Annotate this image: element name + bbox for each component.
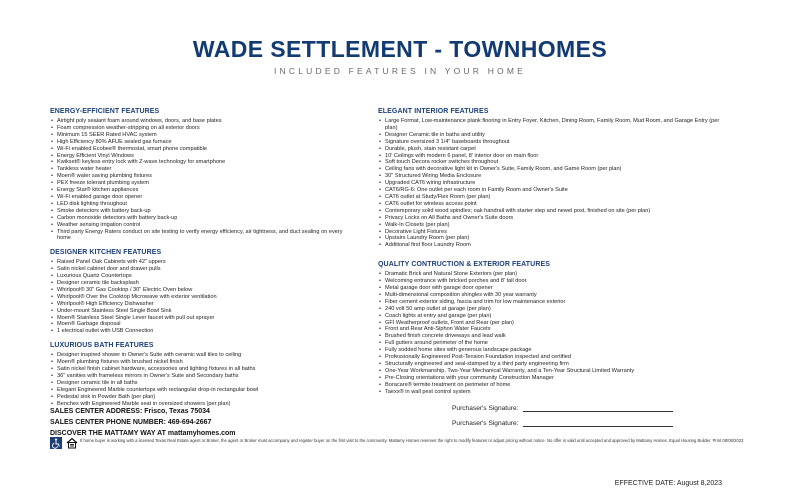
- feature-item: • Raised Panel Oak Cabinets with 42" uppers: [50, 259, 356, 266]
- feature-item: • Upgraded CAT6 wiring infrastructure: [378, 180, 728, 187]
- sales-phone: SALES CENTER PHONE NUMBER: 469-694-2667: [50, 419, 212, 426]
- feature-item: • Fiber cement exterior siding, fascia and trim for low maintenance exterior: [378, 299, 728, 306]
- signature-rule-1: [523, 406, 673, 412]
- feature-item: • Soft touch Decora rocker switches throughout: [378, 159, 728, 166]
- feature-item: • Structurally engineered and seal-stamped by a third party engineering firm: [378, 361, 728, 368]
- feature-item: • Coach lights at entry and garage (per plan): [378, 313, 728, 320]
- feature-item: • Dramatic Brick and Natural Stone Exteriors (per plan): [378, 271, 728, 278]
- feature-item: • Kwikset® keyless entry lock with Z-wave technology for smartphone: [50, 159, 356, 166]
- feature-item: • Wi-Fi enabled garage door opener: [50, 194, 356, 201]
- feature-item: • Minimum 15 SEER Rated HVAC system: [50, 132, 356, 139]
- feature-item: • Elegant Engineered Marble countertops with rectangular drop-in rectangular bowl: [50, 387, 356, 394]
- feature-item: • Pre-Closing orientations with your community Construction Manager: [378, 375, 728, 382]
- feature-item: • Signature oversized 3 1/4" baseboards throughout: [378, 139, 728, 146]
- feature-item: • Airtight poly sealant foam around windows, doors, and base plates: [50, 118, 356, 125]
- feature-item: • High Efficiency 80% AFUE sealed gas furnace: [50, 139, 356, 146]
- feature-item: • Whirlpool® 30" Gas Cooktop / 30" Electric Oven below: [50, 287, 356, 294]
- sales-info: [50, 406, 380, 439]
- tagline: DISCOVER THE MATTAMY WAY AT mattamyhomes.com: [50, 430, 236, 437]
- feature-item: • Weather sensing irrigation control: [50, 222, 356, 229]
- quality-heading: QUALITY CONTRUCTION & EXTERIOR FEATURES: [378, 261, 551, 269]
- left-column: [50, 108, 356, 408]
- page-title: WADE SETTLEMENT - TOWNHOMES: [192, 36, 608, 62]
- feature-item: • Under-mount Stainless Steel Single Bowl Sink: [50, 308, 356, 315]
- feature-item: • Boracare® termite treatment on perimeter of home: [378, 382, 728, 389]
- energy-list: [50, 118, 356, 242]
- feature-item: • One-Year Workmanship, Two-Year Mechanical Warranty, and a Ten-Year Structural Limited Warranty: [378, 368, 728, 375]
- interior-heading: ELEGANT INTERIOR FEATURES: [378, 108, 489, 115]
- sales-address: SALES CENTER ADDRESS: Frisco, Texas 75034: [50, 408, 210, 415]
- feature-item: • Carbon monoxide detectors with battery back-up: [50, 215, 356, 222]
- signature-label-1: Purchaser's Signature:: [452, 405, 519, 412]
- feature-item: • Pedestal sink in Powder Bath (per plan): [50, 394, 356, 401]
- feature-item: • 1 electrical outlet with USB Connection: [50, 328, 356, 335]
- feature-item: • Energy Efficient Vinyl Windows: [50, 153, 356, 160]
- feature-item: • 30" Structured Wiring Media Enclosure: [378, 173, 728, 180]
- interior-list: [378, 118, 728, 249]
- feature-item: • Decorative Light Fixtures: [378, 229, 728, 236]
- quality-list: [378, 271, 728, 395]
- signature-label-2: Purchaser's Signature:: [452, 420, 519, 427]
- feature-item: • Moen® Stainless Steel Single Lever faucet with pull out sprayer: [50, 315, 356, 322]
- feature-item: • Brushed finish concrete driveways and lead walk: [378, 333, 728, 340]
- feature-item: • Contemporary solid wood spindles; oak handrail with starter step and newel post, finished on site (per plan): [378, 208, 728, 215]
- effective-date: EFFECTIVE DATE: August 8,2023: [614, 480, 722, 487]
- feature-item: • Foam compression weather-stripping on all exterior doors: [50, 125, 356, 132]
- feature-item: • LED disk lighting throughout: [50, 201, 356, 208]
- feature-item: • Satin nickel cabinet door and drawer pulls: [50, 266, 356, 273]
- signature-rule-2: [523, 421, 673, 427]
- feature-item: • Wi-Fi enabled Ecobee® thermostat, smart phone compatible: [50, 146, 356, 153]
- kitchen-heading: DESIGNER KITCHEN FEATURES: [50, 249, 162, 257]
- feature-item: • Benches with Engineered Marble seat in oversized showers (per plan): [50, 401, 356, 408]
- feature-item: • Third party Energy Raters conduct on site testing to verify energy efficiency, air tightness, and duct sealing on every home: [50, 229, 356, 243]
- feature-item: • Luxurious Quartz Countertops: [50, 273, 356, 280]
- feature-item: • 10' Ceilings with modern 6 panel, 8' interior door on main floor: [378, 153, 728, 160]
- feature-item: • Whirlpool® Over the Cooktop Microwave with exterior ventilation: [50, 294, 356, 301]
- feature-item: • Tankless water heater: [50, 166, 356, 173]
- feature-item: • Moen® Garbage disposal: [50, 321, 356, 328]
- feature-item: • Ceiling fans with decorative light kit in Owner's Suite, Family Room, and Game Room (per plan): [378, 166, 728, 173]
- feature-item: • Metal garage door with garage door opener: [378, 285, 728, 292]
- feature-item: • CAT6/RG-6: One outlet per each room in Family Room and Owner's Suite: [378, 187, 728, 194]
- equal-housing-icon: [66, 437, 78, 449]
- signature-line-1: [452, 405, 724, 412]
- feature-item: • Energy Star® kitchen appliances: [50, 187, 356, 194]
- feature-item: • Designer ceramic tile backsplash: [50, 280, 356, 287]
- feature-item: • Walk-In Closets (per plan): [378, 222, 728, 229]
- feature-item: • Upstairs Laundry Room (per plan): [378, 235, 728, 242]
- page-subtitle: INCLUDED FEATURES IN YOUR HOME: [273, 66, 526, 76]
- bath-list: [50, 352, 356, 407]
- feature-item: • Fully sodded home sites with generous landscape package: [378, 347, 728, 354]
- disclaimer: If home buyer is working with a licensed Texas Real Estate agent or Broker, the agent or Broker must accompany and register buyer on the first visit to the community. Mattamy Homes reserves the right to modify features or adjust pricing without notice. No offer is valid until accepted and approved by Mattamy Homes. Equal Housing Builder. Print 08/08/2023: [80, 438, 744, 443]
- feature-item: • Durable, plush, stain resistant carpet: [378, 146, 728, 153]
- feature-item: • Large Format, Low-maintenance plank flooring in Entry Foyer, Kitchen, Dining Room, Family Room, Mud Room, and Garage Entry (per plan): [378, 118, 728, 132]
- feature-item: • Additional first floor Laundry Room: [378, 242, 728, 249]
- feature-item: • Designer Ceramic tile in baths and utility: [378, 132, 728, 139]
- bath-heading: LUXURIOUS BATH FEATURES: [50, 342, 154, 350]
- feature-item: • 240 volt 50 amp outlet at garage (per plan): [378, 306, 728, 313]
- feature-item: • Multi-dimensional composition shingles with 30 year warranty: [378, 292, 728, 299]
- feature-item: • Moen® plumbing fixtures with brushed nickel finish: [50, 359, 356, 366]
- feature-item: • 36" vanities with frameless mirrors in Owner's Suite and Secondary baths: [50, 373, 356, 380]
- feature-item: • Smoke detectors with battery back-up: [50, 208, 356, 215]
- feature-item: • CAT6 outlet for wireless access point: [378, 201, 728, 208]
- right-column: [378, 108, 728, 396]
- feature-item: • Satin nickel finish cabinet hardware, accessories and lighting fixtures in all baths: [50, 366, 356, 373]
- feature-item: • Designer ceramic tile in all baths: [50, 380, 356, 387]
- accessibility-icon: [50, 437, 62, 449]
- feature-item: • Privacy Locks on All Baths and Owner's Suite doors: [378, 215, 728, 222]
- feature-item: • CAT6 outlet at Study/Flex Room (per plan): [378, 194, 728, 201]
- feature-item: • GFI Weatherproof outlets, Front and Rear (per plan): [378, 320, 728, 327]
- feature-item: • Taexx® in wall pest control system: [378, 389, 728, 396]
- feature-item: • PEX freeze tolerant plumbing system: [50, 180, 356, 187]
- feature-item: • Full gutters around perimeter of the home: [378, 340, 728, 347]
- kitchen-list: [50, 259, 356, 335]
- feature-item: • Whirlpool® High Efficiency Dishwasher: [50, 301, 356, 308]
- feature-item: • Designer inspired shower in Owner's Suite with ceramic wall tiles to ceiling: [50, 352, 356, 359]
- compliance-icons: [50, 437, 78, 449]
- feature-item: • Professionally Engineered Post-Tension Foundation inspected and certified: [378, 354, 728, 361]
- feature-item: • Front and Rear Anti-Siphon Water Faucets: [378, 326, 728, 333]
- feature-item: • Moen® water saving plumbing fixtures: [50, 173, 356, 180]
- energy-heading: ENERGY-EFFICIENT FEATURES: [50, 108, 160, 115]
- signature-line-2: [452, 420, 724, 427]
- feature-item: • Welcoming entrance with bricked porches and 8' tall door: [378, 278, 728, 285]
